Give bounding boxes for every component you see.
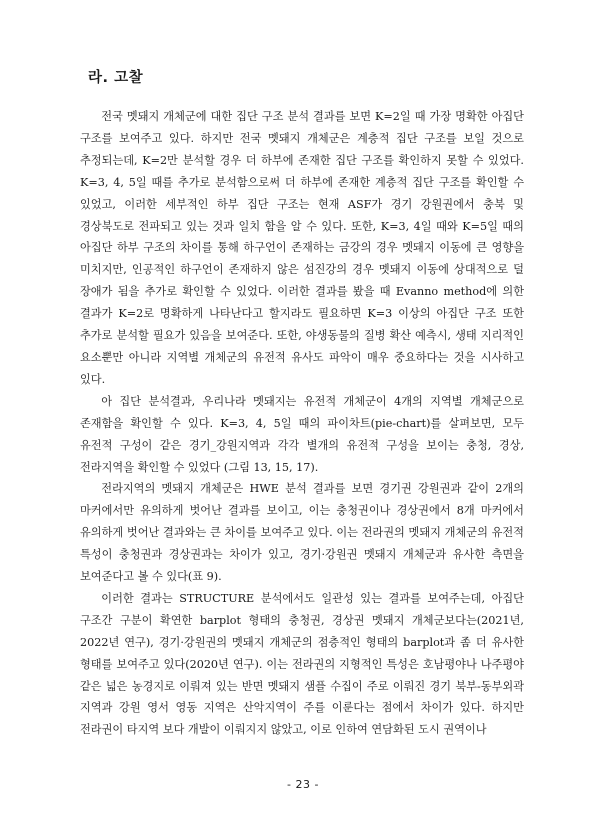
section-heading: 라. 고찰 — [88, 70, 144, 86]
paragraph-3: 전라지역의 멧돼지 개체군은 HWE 분석 결과를 보면 경기권 강원권과 같이 2개의 마커에서만 유의하게 벗어난 결과를 보이고, 이는 충청권이나 경상권에서 8개 마커에서 유의하게 벗어난 결과와는 큰 차이를 보여주고 있다. 이는 전라권의 멧돼지 개체군의 유전적 특성이 충청권과 경상권과는 차이가 있고, 경기·강원권 멧돼지 개체군과 유사한 측면을 보여준다고 볼 수 있다(표 9). — [80, 482, 524, 584]
page-number: - 23 - — [287, 778, 319, 791]
paragraph-4: 이러한 결과는 STRUCTURE 분석에서도 일관성 있는 결과를 보여주는데, 아집단 구조간 구분이 확연한 barplot 형태의 충청권, 경상권 멧돼지 개체군보다는(2021년, 2022년 연구), 경기·강원권의 멧돼지 개체군의 점층적인 형태의 barplot과 좀 더 유사한 형태를 보여주고 있다(2020년 연구). 이는 전라권의 지형적인 특성은 호남평야나 나주평야 같은 넓은 농경지로 이뤄져 있는 반면 멧돼지 샘플 수집이 주로 이뤄진 경기 북부-동부외곽 지역과 강원 영서 영동 지역은 산악지역이 주를 이룬다는 점에서 차이가 있다. 하지만 전라권이 타지역 보다 개발이 이뤄지지 않았고, 이로 인하여 연담화된 도시 권역이나 — [80, 591, 524, 737]
paragraph-2: 아 집단 분석결과, 우리나라 멧돼지는 유전적 개체군이 4개의 지역별 개체군으로 존재함을 확인할 수 있다. K=3, 4, 5일 때의 파이차트(pie-chart)를 살펴보면, 모두 유전적 구성이 같은 경기_강원지역과 각각 별개의 유전적 구성을 보이는 충청, 경상, 전라지역을 확인할 수 있었다 (그림 13, 15, 17). — [80, 394, 524, 474]
body-text — [80, 106, 524, 741]
paragraph-1: 전국 멧돼지 개체군에 대한 집단 구조 분석 결과를 보면 K=2일 때 가장 명확한 아집단 구조를 보여주고 있다. 하지만 전국 멧돼지 개체군은 계층적 집단 구조를 보일 것으로 추정되는데, K=2만 분석할 경우 더 하부에 존재한 집단 구조를 확인하지 못할 수 있었다. K=3, 4, 5일 때를 추가로 분석함으로써 더 하부에 존재한 계층적 집단 구조를 확인할 수 있었고, 이러한 세부적인 하부 집단 구조는 현재 ASF가 경기 강원권에서 충북 및 경상북도로 전파되고 있는 것과 일치 함을 알 수 있다. 또한, K=3, 4일 때와 K=5일 때의 아집단 하부 구조의 차이를 통해 하구언이 존재하는 금강의 경우 멧돼지 이동에 큰 영향을 미치지만, 인공적인 하구언이 존재하지 않은 섬진강의 경우 멧돼지 이동에 상대적으로 덜 장애가 됨을 추가로 확인할 수 있었다. 이러한 결과를 봤을 때 Evanno method에 의한 결과가 K=2로 명확하게 나타난다고 할지라도 필요하면 K=3 이상의 아집단 구조 또한 추가로 분석할 필요가 있음을 보여준다. 또한, 야생동물의 질병 확산 예측시, 생태 지리적인 요소뿐만 아니라 지역별 개체군의 유전적 유사도 파악이 매우 중요하다는 것을 시사하고 있다. — [80, 110, 524, 386]
